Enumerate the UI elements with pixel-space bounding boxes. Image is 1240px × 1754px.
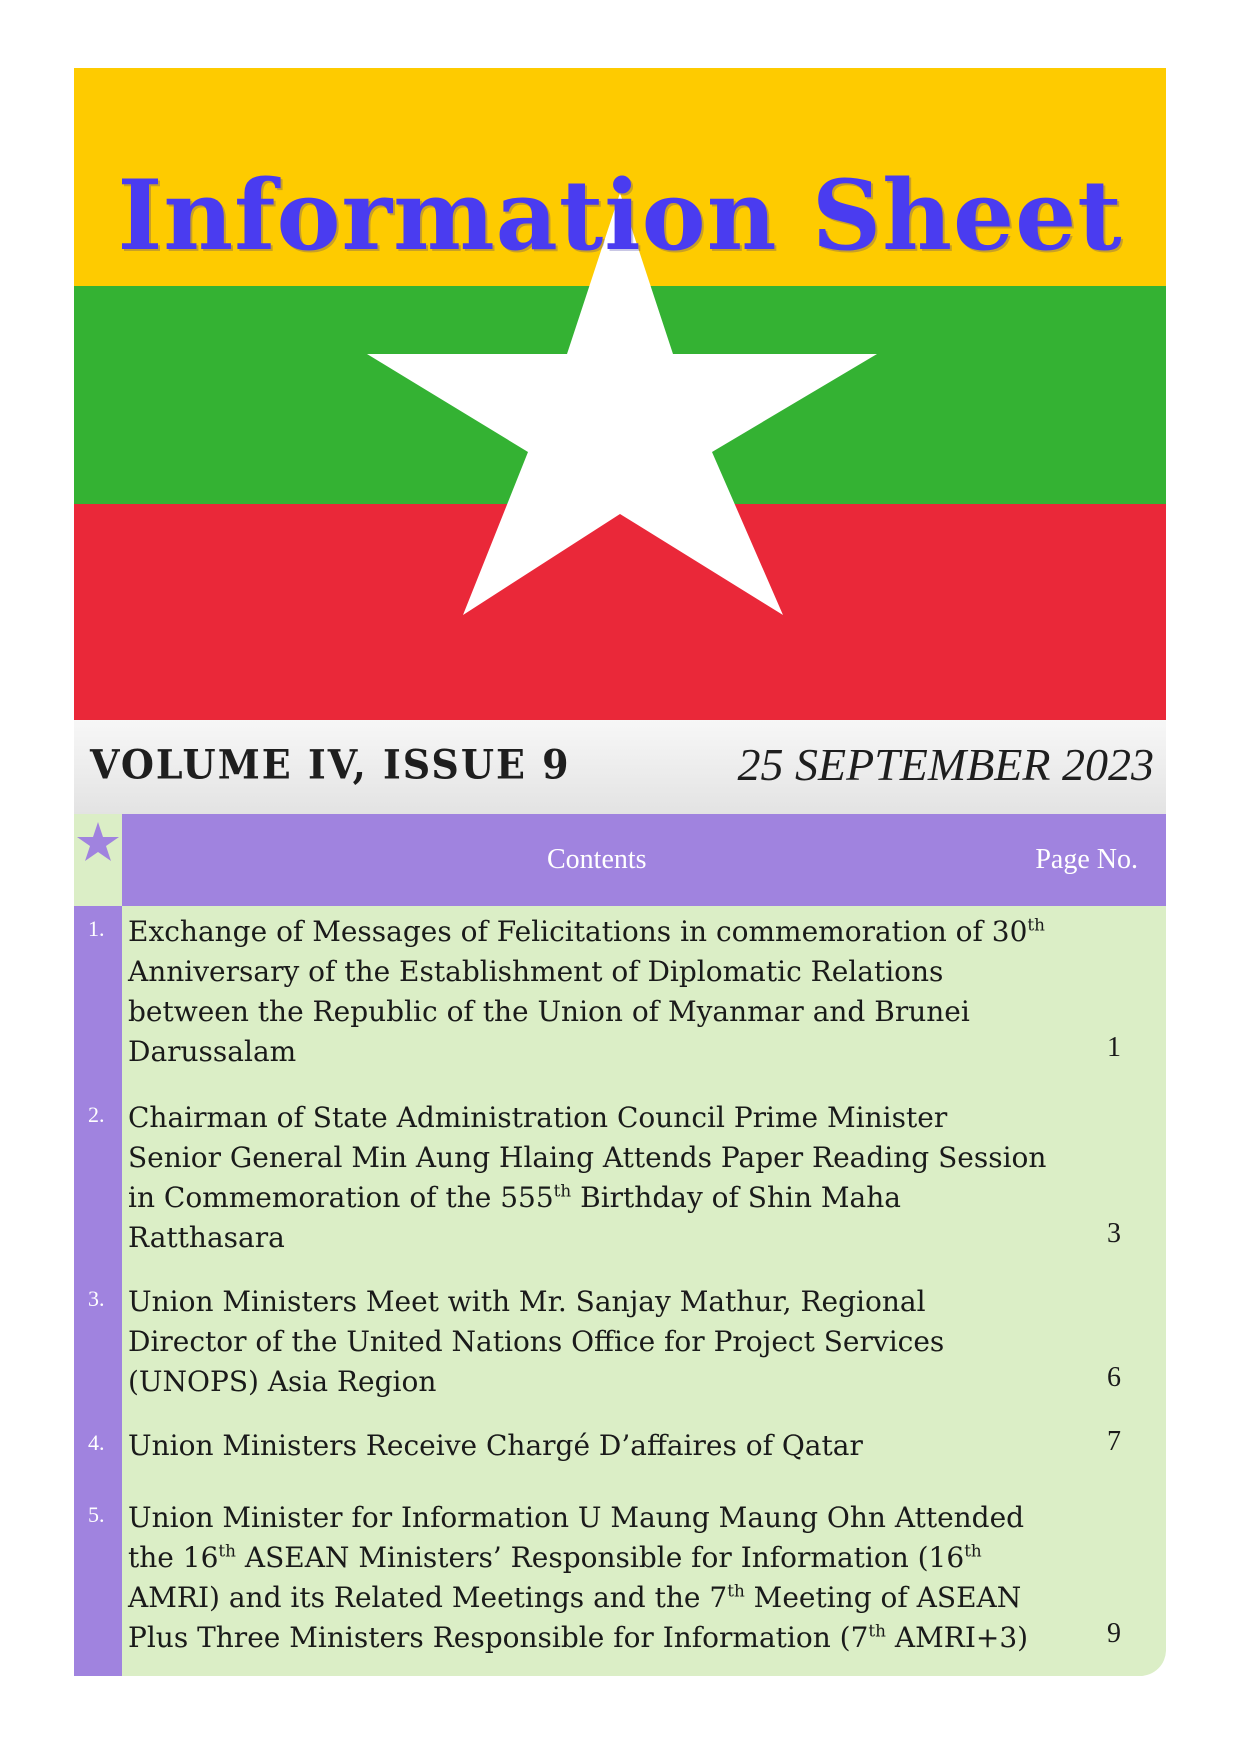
contents-table [74, 814, 1166, 1676]
entry-line: Union Minister for Information U Maung Maung Ohn Attended [128, 1501, 1025, 1534]
star-icon [74, 814, 122, 906]
entry-number: 5. [88, 1502, 105, 1527]
entry-page-number: 1 [1107, 1032, 1121, 1063]
contents-entry-4[interactable] [74, 1426, 1166, 1466]
entry-line: Chairman of State Administration Council Prime Minister [128, 1101, 948, 1134]
entry-line: (UNOPS) Asia Region [128, 1365, 437, 1398]
entry-line: AMRI) and its Related Meetings and the 7th Meeting of ASEAN [128, 1580, 1022, 1614]
entry-title [128, 1098, 1047, 1258]
entry-title [128, 1498, 1029, 1658]
page-number-header-label: Page No. [1035, 844, 1138, 875]
entry-number: 4. [88, 1430, 105, 1455]
entry-line: Union Ministers Meet with Mr. Sanjay Mathur, Regional [128, 1285, 926, 1318]
entry-line: Anniversary of the Establishment of Diplomatic Relations [128, 955, 944, 988]
issue-date: 25 SEPTEMBER 2023 [737, 739, 1154, 790]
myanmar-flag [74, 68, 1166, 720]
entry-page-number: 3 [1107, 1218, 1121, 1249]
contents-header [122, 814, 1166, 906]
page-title: Information Sheet [117, 159, 1123, 272]
entry-line: Senior General Min Aung Hlaing Attends Paper Reading Session [128, 1141, 1047, 1174]
contents-corner [74, 814, 122, 906]
volume-issue: VOLUME IV, ISSUE 9 [90, 740, 571, 789]
entry-line: between the Republic of the Union of Myanmar and Brunei [128, 995, 970, 1028]
entry-title [128, 912, 1045, 1072]
entry-line: Plus Three Ministers Responsible for Information (7th AMRI+3) [128, 1620, 1029, 1654]
entry-line: in Commemoration of the 555th Birthday of Shin Maha [128, 1180, 901, 1214]
entry-number: 1. [88, 916, 105, 941]
entry-line: Darussalam [128, 1035, 297, 1068]
contents-entry-3[interactable] [74, 1282, 1166, 1402]
entry-line: the 16th ASEAN Ministers’ Responsible for Information (16th [128, 1540, 982, 1574]
entry-line: Union Ministers Receive Chargé D’affaires of Qatar [128, 1429, 863, 1462]
issue-bar [74, 720, 1166, 814]
entry-title [128, 1282, 988, 1402]
contents-entry-1[interactable] [74, 912, 1166, 1068]
entry-page-number: 7 [1107, 1426, 1121, 1457]
entry-line: Ratthasara [128, 1221, 285, 1254]
entry-number: 2. [88, 1102, 105, 1127]
entry-page-number: 9 [1107, 1618, 1121, 1649]
entry-number: 3. [88, 1286, 105, 1311]
entry-title [128, 1426, 988, 1466]
entry-line: Director of the United Nations Office for Project Services [128, 1325, 945, 1358]
contents-header-label: Contents [547, 844, 647, 875]
contents-entry-5[interactable] [74, 1498, 1166, 1658]
entry-line: Exchange of Messages of Felicitations in commemoration of 30th [128, 914, 1045, 948]
contents-entry-2[interactable] [74, 1098, 1166, 1258]
entry-page-number: 6 [1107, 1362, 1121, 1393]
